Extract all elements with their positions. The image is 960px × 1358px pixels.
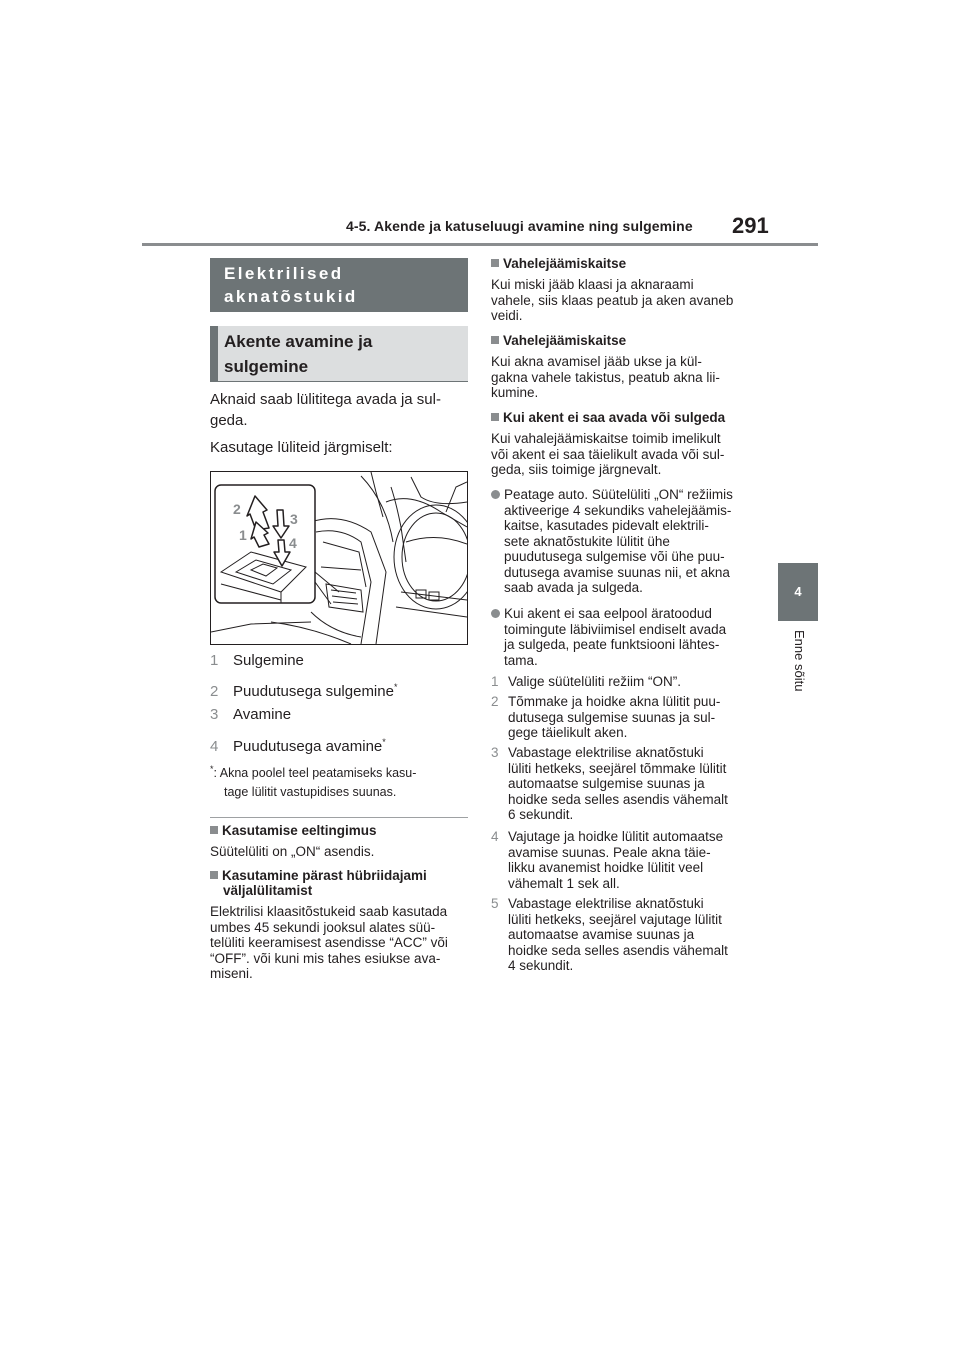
legend-item <box>210 650 304 671</box>
heading-jam-protection <box>491 256 626 271</box>
text-line: saab avada ja sulgeda. <box>504 580 643 595</box>
sub-heading-rule <box>210 381 468 382</box>
text-line: lüliti hetkeks, seejärel tõmmake lülitit <box>508 760 727 776</box>
callout-label: 3 <box>290 511 298 527</box>
step-item <box>491 694 753 741</box>
heading-precondition <box>210 823 377 838</box>
round-bullet-icon <box>491 490 500 499</box>
footnote-marker: * <box>393 682 398 692</box>
legend-text: Avamine <box>233 706 292 723</box>
legend-item <box>210 704 291 725</box>
legend-text: Sulgemine <box>233 652 304 669</box>
running-header-title: 4-5. Akende ja katuseluugi avamine ning sulgemine <box>346 218 693 234</box>
legend-item <box>210 677 397 702</box>
legend-number: 4 <box>210 738 219 755</box>
text-line: ja sulgeda, peate funktsiooni lähtes- <box>504 637 720 652</box>
intro-line: Aknaid saab lülititega avada ja sul- <box>210 391 441 408</box>
square-bullet-icon <box>210 826 218 834</box>
footnote-line: tage lülitit vastupidises suunas. <box>224 785 397 800</box>
paragraph <box>491 354 720 401</box>
text-line: aktiveerige 4 sekundiks vahelejäämis- <box>504 502 732 518</box>
section-heading <box>210 258 468 312</box>
text-line: Kui akna avamisel jääb ukse ja kül- <box>491 354 702 369</box>
text-line: kumine. <box>491 385 539 400</box>
heading-text: Vahelejäämiskaitse <box>503 256 627 271</box>
callout-label: 4 <box>289 535 297 551</box>
round-bullet-icon <box>491 609 500 618</box>
text-line: geda, siis toimige järgnevalt. <box>491 462 662 477</box>
step-item <box>491 896 753 974</box>
usage-instruction: Kasutage lüliteid järgmiselt: <box>210 439 393 456</box>
legend-item <box>210 732 386 757</box>
text-line: Peatage auto. Süütelüliti „ON“ režiimis <box>504 487 733 502</box>
text-line: Vabastage elektrilise aknatõstuki <box>508 745 704 760</box>
step-number: 2 <box>491 694 499 709</box>
text-line: avamise suunas. Peale akna täie- <box>508 844 711 860</box>
callout-label: 2 <box>233 501 241 517</box>
paragraph: Süütelüliti on „ON“ asendis. <box>210 844 375 859</box>
text-line: telüliti keeramisest asendisse “ACC” või <box>210 935 448 950</box>
step-number: 3 <box>491 745 499 760</box>
footnote <box>210 760 470 802</box>
heading-text: Kui akent ei saa avada või sulgeda <box>503 410 726 425</box>
square-bullet-icon <box>491 413 499 421</box>
intro-line: geda. <box>210 412 248 429</box>
chapter-tab: 4 <box>778 563 818 621</box>
car-door-drawing <box>211 472 467 644</box>
heading-after-shutdown <box>210 868 427 898</box>
step-item <box>491 745 753 823</box>
text-line: Valige süütelüliti režiim “ON”. <box>508 674 682 689</box>
step-item <box>491 674 753 690</box>
text-line: Kui akent ei saa eelpool äratoodud <box>504 606 712 621</box>
text-line: vahele, siis klaas peatub ja aken avaneb <box>491 292 734 308</box>
text-line: 4 sekundit. <box>508 958 574 973</box>
legend-number: 2 <box>210 683 219 700</box>
square-bullet-icon <box>491 336 499 344</box>
text-line: umbes 45 sekundi jooksul alates süü- <box>210 919 436 935</box>
text-line: likku avanemist hoidke lülitit veel <box>508 860 704 875</box>
heading-cannot-open <box>491 410 725 425</box>
text-line: dutusega avamise suunas nii, et akna <box>504 564 730 580</box>
chapter-label: Enne sõitu <box>792 630 807 692</box>
page-number: 291 <box>732 213 769 238</box>
sub-heading-line: Akente avamine ja <box>224 332 373 351</box>
text-line: automaatse sulgemise suunas ja <box>508 776 705 791</box>
text-line: “OFF”. või kuni mis tahes esiukse ava- <box>210 950 441 966</box>
bullet-item <box>491 487 751 596</box>
heading-text: Kasutamine pärast hübriidajami <box>222 868 427 883</box>
header-rule <box>142 243 818 246</box>
heading-text: väljalülitamist <box>223 883 313 898</box>
step-number: 5 <box>491 896 499 911</box>
text-line: Vabastage elektrilise aknatõstuki <box>508 896 704 911</box>
step-number: 1 <box>491 674 499 689</box>
text-line: kaitse, kasutades pidevalt elektrili- <box>504 518 709 533</box>
text-line: Kui miski jääb klaasi ja aknaraami <box>491 277 694 292</box>
paragraph <box>210 904 448 982</box>
text-line: hoidke seda selles asendis vähemalt <box>508 942 728 958</box>
sub-heading <box>210 326 468 381</box>
text-line: automaatse avamise suunas ja <box>508 927 695 942</box>
text-line: gakna vahele takistus, peatub akna lii- <box>491 369 720 385</box>
text-line: Kui vahalejäämiskaitse toimib imelikult <box>491 431 721 446</box>
callout-label: 1 <box>239 527 247 543</box>
legend-number: 3 <box>210 706 219 723</box>
square-bullet-icon <box>491 259 499 267</box>
legend-text: Puudutusega avamine <box>233 738 383 755</box>
text-line: lüliti hetkeks, seejärel vajutage lülitit <box>508 911 722 927</box>
footnote-line: : Akna poolel teel peatamiseks kasu- <box>213 766 417 781</box>
paragraph <box>491 277 733 324</box>
text-line: Elektrilisi klaasitõstukeid saab kasutada <box>210 904 448 919</box>
bullet-item <box>491 606 751 668</box>
legend-text: Puudutusega sulgemine <box>233 683 394 700</box>
heading-text: Vahelejäämiskaitse <box>503 333 627 348</box>
window-switch-illustration <box>210 471 468 645</box>
section-heading-line: aknatõstukid <box>224 287 358 306</box>
text-line: gege täielikult aken. <box>508 725 628 740</box>
section-heading-line: Elektrilised <box>224 264 344 283</box>
text-line: miseni. <box>210 966 253 981</box>
text-line: või akent ei saa täielikult avada või sul- <box>491 446 725 462</box>
text-line: sete aknatõstukite lülitit ühe <box>504 533 670 549</box>
sub-heading-line: sulgemine <box>224 357 309 376</box>
text-line: dutusega sulgemise suunas ja sul- <box>508 709 716 725</box>
text-line: toimingute läbiviimisel endiselt avada <box>504 621 727 637</box>
step-number: 4 <box>491 829 499 844</box>
footnote-rule <box>210 817 468 818</box>
paragraph <box>491 431 724 478</box>
heading-jam-protection <box>491 333 626 348</box>
heading-text: Kasutamise eeltingimus <box>222 823 377 838</box>
footnote-marker: * <box>382 737 386 747</box>
legend-number: 1 <box>210 652 219 669</box>
step-item <box>491 829 753 891</box>
text-line: hoidke seda selles asendis vähemalt <box>508 791 728 807</box>
footnote-marker: * <box>210 764 214 774</box>
text-line: Tõmmake ja hoidke akna lülitit puu- <box>508 694 721 709</box>
square-bullet-icon <box>210 871 218 879</box>
text-line: Vajutage ja hoidke lülitit automaatse <box>508 829 724 844</box>
text-line: veidi. <box>491 308 523 323</box>
text-line: puudutusega sulgemise või ühe puu- <box>504 549 725 564</box>
text-line: tama. <box>504 652 538 668</box>
text-line: vähemalt 1 sek all. <box>508 875 620 891</box>
intro-paragraph <box>210 389 441 431</box>
text-line: 6 sekundit. <box>508 807 574 822</box>
